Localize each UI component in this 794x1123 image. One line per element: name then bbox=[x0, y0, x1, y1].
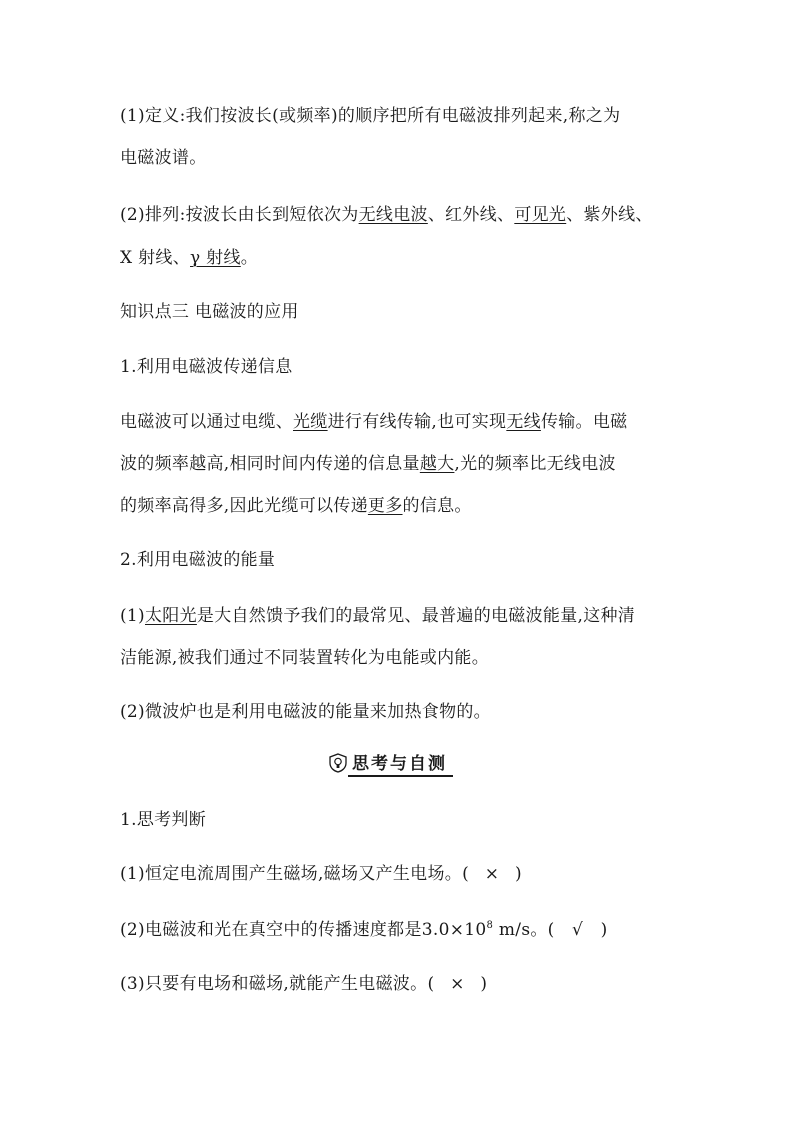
subheading-information: 1.利用电磁波传递信息 bbox=[120, 357, 293, 377]
energy-line-2: 洁能源,被我们通过不同装置转化为电能或内能。 bbox=[120, 648, 490, 668]
info-paragraph-line-3: 的频率高得多,因此光缆可以传递更多的信息。 bbox=[120, 496, 472, 516]
banner-title: 思考与自测 bbox=[348, 749, 453, 777]
energy-line-1: (1)太阳光是大自然馈予我们的最常见、最普遍的电磁波能量,这种清 bbox=[120, 606, 636, 626]
definition-line-2: 电磁波谱。 bbox=[120, 148, 207, 168]
bulb-icon bbox=[328, 753, 348, 773]
info-paragraph-line-1: 电磁波可以通过电缆、光缆进行有线传输,也可实现无线传输。电磁 bbox=[120, 412, 628, 432]
answer-visible-light: 可见光 bbox=[514, 205, 567, 225]
answer-wireless: 无线 bbox=[506, 412, 541, 432]
energy-line-3: (2)微波炉也是利用电磁波的能量来加热食物的。 bbox=[120, 702, 491, 722]
judgement-item-3: (3)只要有电场和磁场,就能产生电磁波。( × ) bbox=[120, 974, 488, 994]
answer-more: 更多 bbox=[367, 496, 403, 516]
answer-gamma-rays: γ 射线 bbox=[190, 248, 241, 268]
judgement-heading: 1.思考判断 bbox=[120, 810, 207, 830]
cross-mark-icon: × bbox=[484, 864, 500, 884]
answer-sunlight: 太阳光 bbox=[144, 606, 197, 626]
answer-radio-waves: 无线电波 bbox=[358, 205, 428, 225]
answer-larger: 越大 bbox=[419, 454, 455, 474]
section-heading: 知识点三 电磁波的应用 bbox=[120, 302, 299, 322]
definition-line-1: (1)定义:我们按波长(或频率)的顺序把所有电磁波排列起来,称之为 bbox=[120, 106, 621, 126]
arrangement-line-1: (2)排列:按波长由长到短依次为无线电波、红外线、可见光、紫外线、 bbox=[120, 205, 653, 225]
answer-optical-cable: 光缆 bbox=[293, 412, 328, 432]
judgement-item-2: (2)电磁波和光在真空中的传播速度都是$3.0\times 10^8$ m/s。( √ ) bbox=[120, 920, 608, 940]
exponent: 8 bbox=[486, 920, 494, 931]
check-mark-icon: √ bbox=[572, 920, 584, 940]
subheading-energy: 2.利用电磁波的能量 bbox=[120, 550, 276, 570]
think-and-test-banner bbox=[328, 750, 453, 776]
cross-mark-icon: × bbox=[450, 974, 465, 994]
judgement-item-1: (1)恒定电流周围产生磁场,磁场又产生电场。( × ) bbox=[120, 864, 522, 884]
info-paragraph-line-2: 波的频率越高,相同时间内传递的信息量越大,光的频率比无线电波 bbox=[120, 454, 616, 474]
arrangement-line-2: X 射线、γ 射线。 bbox=[120, 248, 259, 268]
